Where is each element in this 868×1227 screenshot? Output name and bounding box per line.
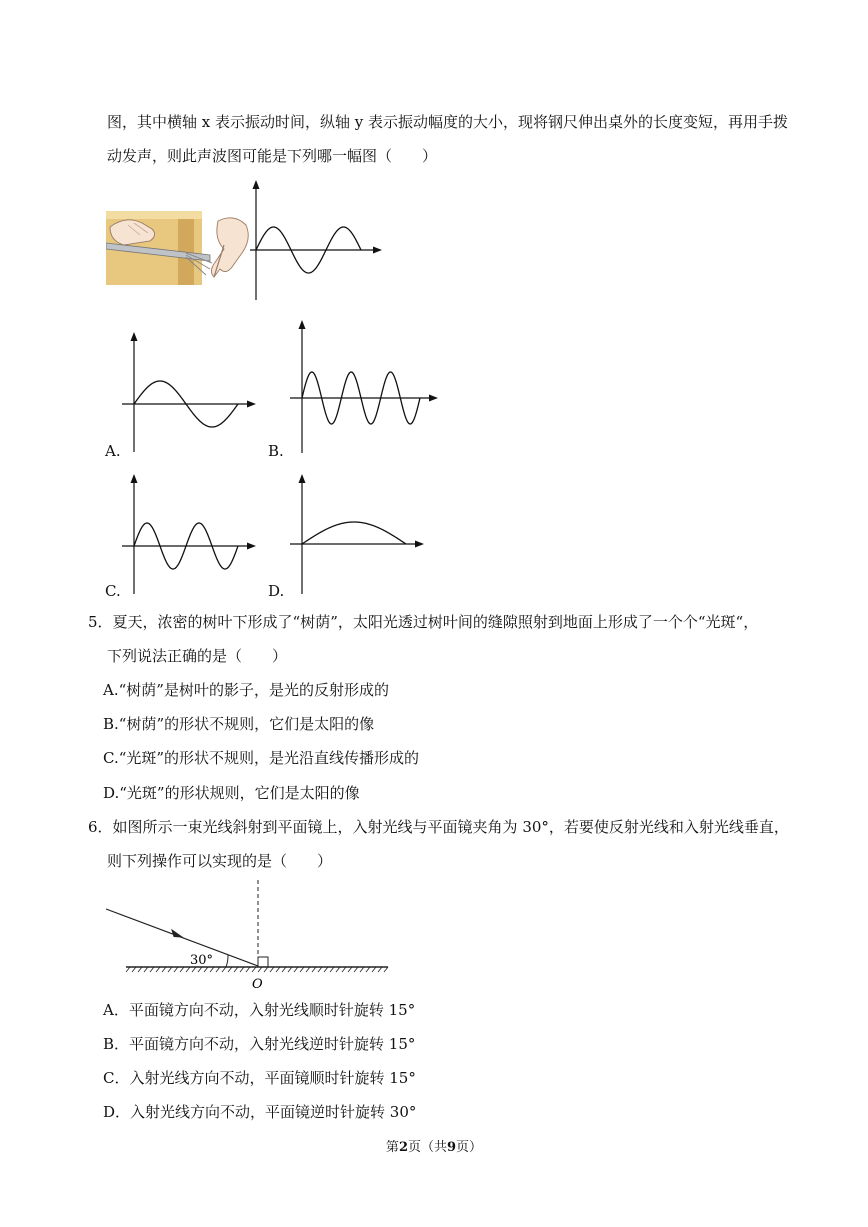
- footer-total: 9: [447, 1140, 457, 1155]
- q5-stem-line2: 下列说法正确的是（ ）: [107, 647, 288, 665]
- y-axis-arrow: [299, 474, 306, 483]
- q5-option-c[interactable]: C.“光斑”的形状不规则，是光沿直线传播形成的: [103, 749, 420, 767]
- x-axis-arrow: [247, 543, 256, 550]
- y-axis-arrow: [131, 332, 138, 341]
- angle-arc: [226, 955, 228, 967]
- page-footer: [0, 1139, 868, 1157]
- ruler-illustration: [106, 205, 256, 287]
- q6-stem-line2: 则下列操作可以实现的是（ ）: [107, 852, 333, 870]
- option-b-graph: [288, 318, 443, 455]
- footer-page: 2: [398, 1140, 408, 1155]
- q5-stem-line1: 5．夏天，浓密的树叶下形成了“树荫”，太阳光透过树叶间的缝隙照射到地面上形成了一个个“光斑“，: [88, 613, 759, 631]
- point-o-label: O: [252, 977, 263, 992]
- y-axis-arrow: [299, 320, 306, 329]
- q6-option-b[interactable]: B．平面镜方向不动，入射光线逆时针旋转 15°: [103, 1035, 416, 1053]
- option-b-label[interactable]: B.: [268, 442, 284, 460]
- x-axis-arrow: [247, 401, 256, 408]
- q6-option-c[interactable]: C．入射光线方向不动，平面镜顺时针旋转 15°: [103, 1069, 416, 1087]
- q5-option-d[interactable]: D.“光斑”的形状规则，它们是太阳的像: [103, 784, 360, 802]
- option-d-label[interactable]: D.: [268, 582, 285, 600]
- option-a-graph: [120, 330, 260, 455]
- footer-suffix: 页）: [456, 1140, 483, 1155]
- x-axis-arrow: [415, 541, 424, 548]
- option-a-label[interactable]: A.: [105, 442, 121, 460]
- angle-label: 30°: [190, 953, 214, 968]
- wave-curve: [302, 522, 406, 544]
- footer-prefix: 第: [385, 1140, 399, 1155]
- q4-text-line1: 图，其中横轴 x 表示振动时间，纵轴 y 表示振动幅度的大小，现将钢尺伸出桌外的长度变短，再用手拨: [107, 113, 789, 131]
- option-c-label[interactable]: C.: [105, 582, 121, 600]
- option-c-graph: [120, 472, 260, 597]
- ray-arrow: [172, 930, 182, 937]
- right-angle-mark: [258, 957, 268, 967]
- mirror-hatching: [126, 967, 388, 972]
- q6-option-a[interactable]: A．平面镜方向不动，入射光线顺时针旋转 15°: [103, 1001, 416, 1019]
- q6-option-d[interactable]: D．入射光线方向不动，平面镜逆时针旋转 30°: [103, 1103, 417, 1121]
- x-axis-arrow: [429, 395, 438, 402]
- y-axis-arrow: [253, 180, 260, 189]
- footer-mid: 页（共: [407, 1140, 447, 1155]
- q5-option-a[interactable]: A.“树荫”是树叶的影子，是光的反射形成的: [103, 681, 389, 699]
- y-axis-arrow: [131, 474, 138, 483]
- q4-text-line2: 动发声，则此声波图可能是下列哪一幅图（ ）: [107, 147, 438, 165]
- reference-wave: [248, 178, 388, 302]
- mirror-diagram: [100, 880, 395, 992]
- option-d-graph: [288, 472, 428, 597]
- x-axis-arrow: [373, 247, 382, 254]
- q5-option-b[interactable]: B.“树荫”的形状不规则，它们是太阳的像: [103, 715, 375, 733]
- q6-stem-line1: 6．如图所示一束光线斜射到平面镜上，入射光线与平面镜夹角为 30°，若要使反射光线和入射光线垂直，: [88, 818, 789, 836]
